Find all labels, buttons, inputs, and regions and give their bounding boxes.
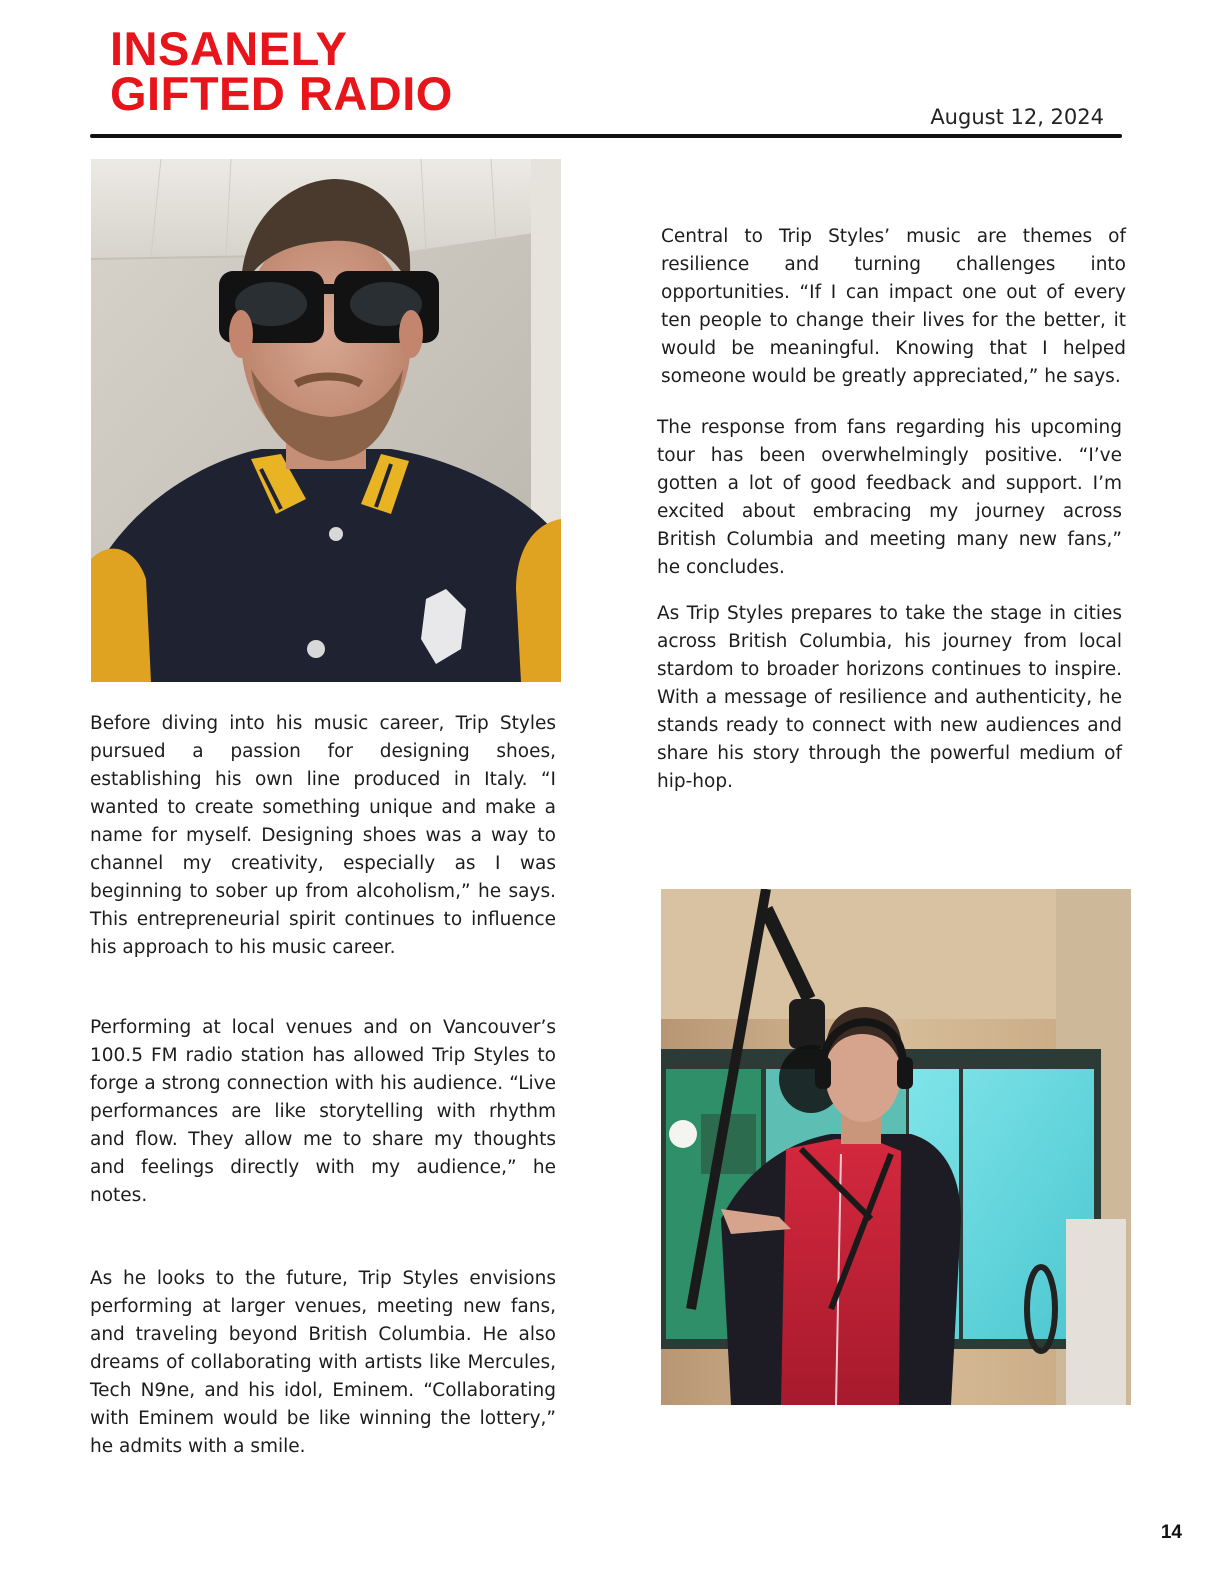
article-paragraph: As Trip Styles prepares to take the stage in cities across British Columbia, his journey from local stardom to broader horizons continues to inspire. With a message of resilience and authenticity, he stands ready to connect with new audiences and share his story through the powerful medium of hip-hop. (657, 603, 1122, 792)
studio-photo (661, 889, 1131, 1405)
article-paragraph: Performing at local venues and on Vancouver’s 100.5 FM radio station has allowed Trip Styles to forge a strong connection with his audience. “Live performances are like storytelling with rhythm and flow. They allow me to share my thoughts and feelings directly with my audience,” he notes. (90, 1017, 556, 1206)
article-paragraph: Central to Trip Styles’ music are themes of resilience and turning challenges into opportunities. “If I can impact one out of every ten people to change their lives for the better, it would be meaningful. Knowing that I helped someone would be greatly appreciated,” he says. (661, 226, 1126, 387)
masthead-title (110, 22, 453, 120)
masthead-line-2: GIFTED RADIO (110, 67, 453, 120)
issue-date: August 12, 2024 (930, 105, 1104, 129)
article-paragraph: As he looks to the future, Trip Styles envisions performing at larger venues, meeting new fans, and traveling beyond British Columbia. He also dreams of collaborating with artists like Mercules, Tech N9ne, and his idol, Eminem. “Collaborating with Eminem would be like winning the lottery,” he admits with a smile. (90, 1268, 556, 1457)
article-paragraph: Before diving into his music career, Trip Styles pursued a passion for designing shoes, establishing his own line produced in Italy. “I wanted to create something unique and make a name for myself. Designing shoes was a way to channel my creativity, especially as I was beginning to sober up from alcoholism,” he says. This entrepreneurial spirit continues to influence his approach to his music career. (90, 713, 556, 958)
page-number: 14 (1160, 1522, 1182, 1543)
header-divider (90, 134, 1122, 138)
masthead-line-1: INSANELY (110, 22, 348, 75)
article-paragraph: The response from fans regarding his upcoming tour has been overwhelmingly positive. “I’ve gotten a lot of good feedback and support. I’m excited about embracing my journey across British Columbia and meeting many new fans,” he concludes. (657, 417, 1122, 578)
portrait-photo (91, 159, 561, 682)
